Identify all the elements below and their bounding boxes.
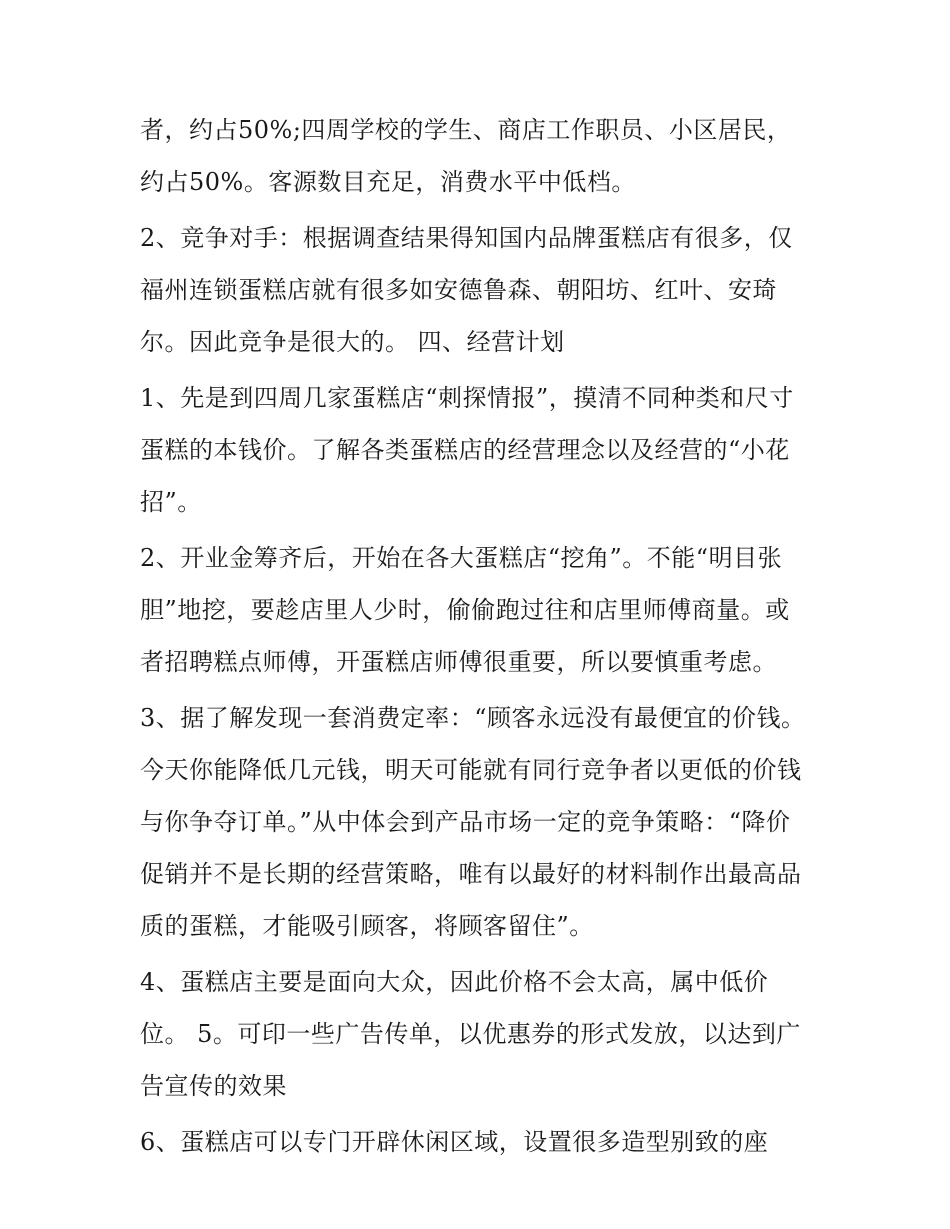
text-line: 质的蛋糕，才能吸引顾客，将顾客留住”。 [140, 912, 594, 940]
text-line: 者，约占50%;四周学校的学生、商店工作职员、小区居民， [140, 116, 792, 144]
text-line: 福州连锁蛋糕店就有很多如安德鲁森、朝阳坊、红叶、安琦 [140, 276, 777, 304]
text-line: 蛋糕的本钱价。了解各类蛋糕店的经营理念以及经营的“小花 [140, 436, 790, 464]
text-line: 3、据了解发现一套消费定率：“顾客永远没有最便宜的价钱。 [140, 704, 806, 732]
text-line: 1、先是到四周几家蛋糕店“刺探情报”，摸清不同种类和尺寸 [140, 384, 794, 412]
text-line: 2、开业金筹齐后，开始在各大蛋糕店“挖角”。不能“明目张 [140, 544, 783, 572]
text-line: 促销并不是长期的经营策略，唯有以最好的材料制作出最高品 [140, 860, 802, 888]
text-line: 今天你能降低几元钱，明天可能就有同行竞争者以更低的价钱 [140, 756, 802, 784]
text-line: 6、蛋糕店可以专门开辟休闲区域，设置很多造型别致的座 [140, 1128, 769, 1156]
text-line: 招”。 [140, 488, 202, 516]
text-line: 尔。因此竞争是很大的。 四、经营计划 [140, 328, 565, 356]
text-line: 告宣传的效果 [140, 1072, 287, 1100]
text-line: 与你争夺订单。”从中体会到产品市场一定的竞争策略：“降价 [140, 808, 791, 836]
text-line: 4、蛋糕店主要是面向大众，因此价格不会太高，属中低价 [140, 968, 769, 996]
text-line: 位。 5。可印一些广告传单，以优惠券的形式发放，以达到广 [140, 1020, 801, 1048]
text-line: 胆”地挖，要趁店里人少时，偷偷跑过往和店里师傅商量。或 [140, 596, 790, 624]
text-line: 者招聘糕点师傅，开蛋糕店师傅很重要，所以要慎重考虑。 [140, 648, 777, 676]
text-line: 约占50%。客源数目充足，消费水平中低档。 [140, 168, 636, 196]
text-line: 2、竞争对手：根据调查结果得知国内品牌蛋糕店有很多，仅 [140, 224, 793, 252]
document-body [140, 108, 820, 1172]
